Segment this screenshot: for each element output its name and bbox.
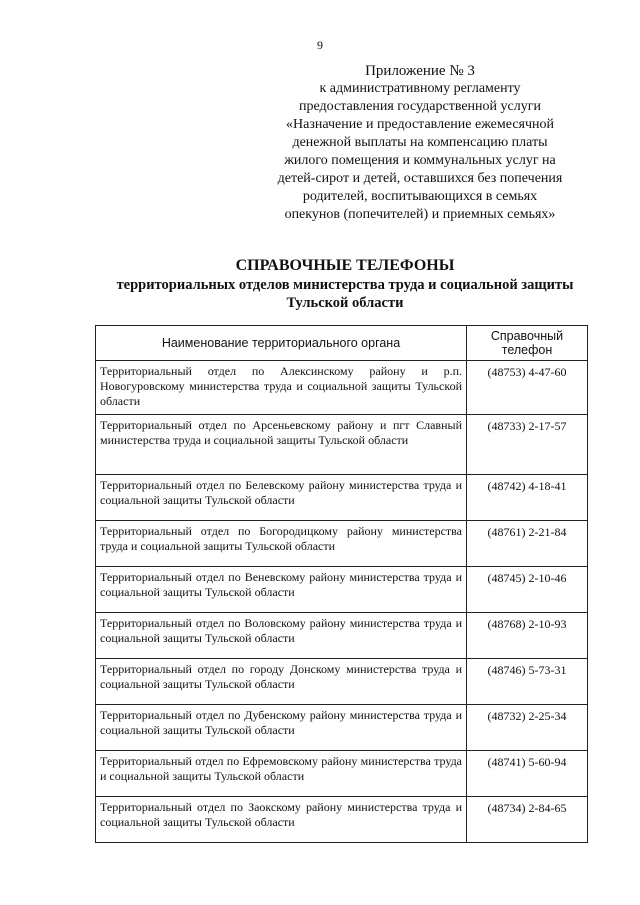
table-row bbox=[96, 521, 588, 567]
header-phone-line2: телефон bbox=[501, 343, 553, 357]
table-row bbox=[96, 751, 588, 797]
appendix-line: предоставления государственной услуги bbox=[299, 99, 541, 114]
table-row bbox=[96, 567, 588, 613]
phone-number: (48732) 2-25-34 bbox=[467, 705, 588, 751]
phone-number: (48741) 5-60-94 bbox=[467, 751, 588, 797]
org-name: Территориальный отдел по Заокскому району министерства труда и социальной защиты Тульской области bbox=[96, 797, 467, 843]
org-name: Территориальный отдел по Арсеньевскому району и пгт Славный министерства труда и социальной защиты Тульской области bbox=[96, 415, 467, 475]
appendix-line: жилого помещения и коммунальных услуг на bbox=[284, 153, 556, 168]
appendix-title: Приложение № 3 bbox=[365, 63, 475, 79]
phone-number: (48745) 2-10-46 bbox=[467, 567, 588, 613]
header-phone bbox=[467, 326, 588, 361]
table-header-row bbox=[96, 326, 588, 361]
org-name: Территориальный отдел по Богородицкому району министерства труда и социальной защиты Тульской области bbox=[96, 521, 467, 567]
appendix-line: денежной выплаты на компенсацию платы bbox=[292, 135, 548, 150]
appendix-line: «Назначение и предоставление ежемесячной bbox=[286, 117, 554, 132]
org-name: Территориальный отдел по Дубенскому району министерства труда и социальной защиты Тульской области bbox=[96, 705, 467, 751]
table-row bbox=[96, 705, 588, 751]
phones-table bbox=[95, 325, 588, 843]
org-name: Территориальный отдел по Воловскому району министерства труда и социальной защиты Тульской области bbox=[96, 613, 467, 659]
table-row bbox=[96, 361, 588, 415]
header-org: Наименование территориального органа bbox=[96, 326, 467, 361]
document-subtitle-line2: Тульской области bbox=[286, 295, 404, 311]
appendix-line: опекунов (попечителей) и приемных семьях» bbox=[284, 207, 556, 222]
table-row bbox=[96, 415, 588, 475]
phone-number: (48761) 2-21-84 bbox=[467, 521, 588, 567]
table-row bbox=[96, 659, 588, 705]
table-row bbox=[96, 613, 588, 659]
phone-number: (48733) 2-17-57 bbox=[467, 415, 588, 475]
org-name: Территориальный отдел по Алексинскому району и р.п. Новогуровскому министерства труда и социальной защиты Тульской области bbox=[96, 361, 467, 415]
appendix-line: к административному регламенту bbox=[319, 81, 521, 96]
org-name: Территориальный отдел по Веневскому району министерства труда и социальной защиты Тульской области bbox=[96, 567, 467, 613]
phone-number: (48746) 5-73-31 bbox=[467, 659, 588, 705]
page-number: 9 bbox=[317, 38, 323, 52]
phone-number: (48753) 4-47-60 bbox=[467, 361, 588, 415]
document-heading bbox=[70, 256, 620, 312]
appendix-line: родителей, воспитывающихся в семьях bbox=[302, 189, 538, 204]
appendix-block bbox=[270, 62, 570, 224]
org-name: Территориальный отдел по городу Донскому министерства труда и социальной защиты Тульской области bbox=[96, 659, 467, 705]
phone-number: (48742) 4-18-41 bbox=[467, 475, 588, 521]
document-subtitle-line1: территориальных отделов министерства труда и социальной защиты bbox=[116, 277, 574, 293]
table-row bbox=[96, 475, 588, 521]
appendix-line: детей-сирот и детей, оставшихся без попечения bbox=[277, 171, 563, 186]
phone-number: (48768) 2-10-93 bbox=[467, 613, 588, 659]
org-name: Территориальный отдел по Ефремовскому району министерства труда и социальной защиты Тульской области bbox=[96, 751, 467, 797]
phone-number: (48734) 2-84-65 bbox=[467, 797, 588, 843]
document-title: СПРАВОЧНЫЕ ТЕЛЕФОНЫ bbox=[235, 257, 455, 274]
org-name: Территориальный отдел по Белевскому району министерства труда и социальной защиты Тульской области bbox=[96, 475, 467, 521]
header-phone-line1: Справочный bbox=[490, 329, 564, 343]
table-row bbox=[96, 797, 588, 843]
